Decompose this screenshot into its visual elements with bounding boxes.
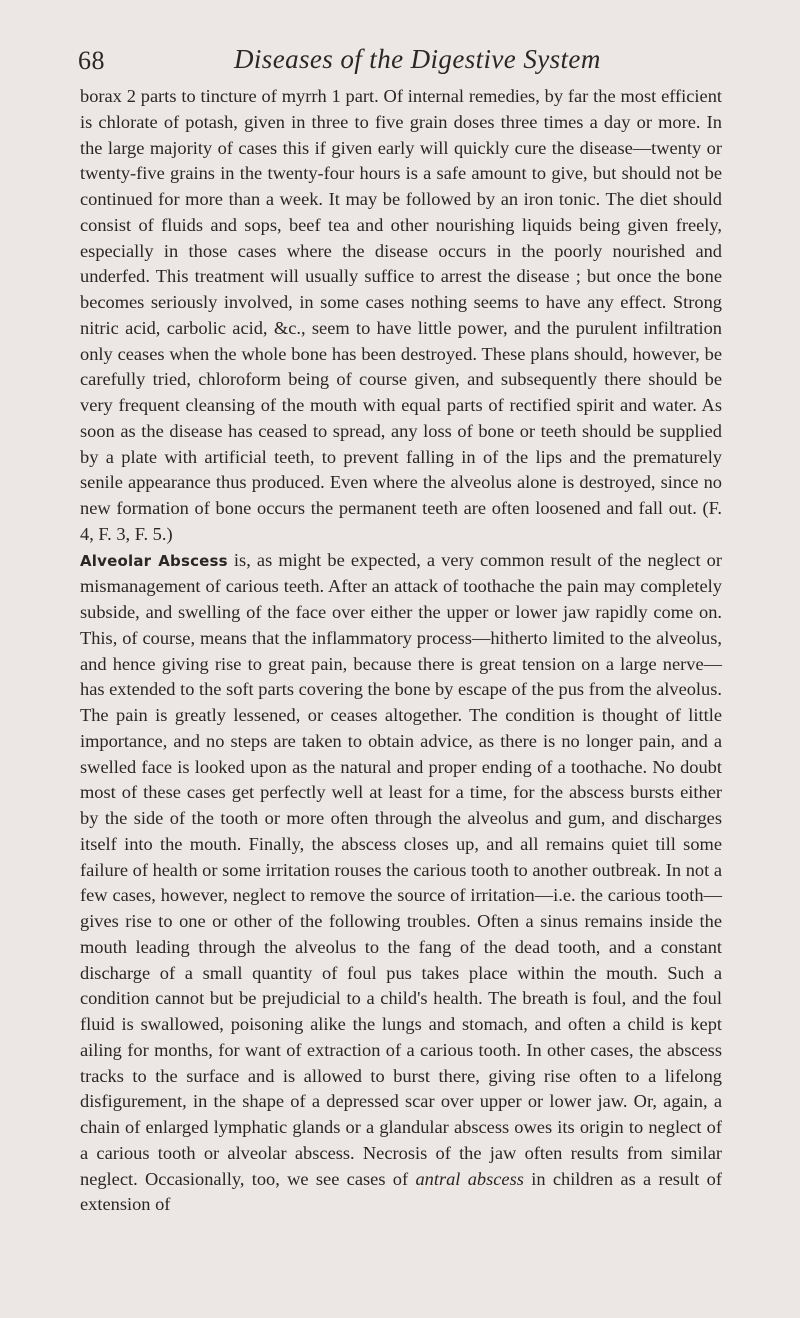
paragraph-stomatitis-treatment: borax 2 parts to tincture of myrrh 1 part. Of internal remedies, by far the most efficient is chlorate of potash, given in three to five grain doses three times a day or more. In the large majority of cases this if given early will quickly cure the disease—twenty or twenty-five grains in the twenty-four hours is a safe amount to give, but should not be continued for more than a week. It may be followed by an iron tonic. The diet should consist of fluids and sops, beef tea and other nourishing liquids being given freely, especially in those cases where the disease occurs in the poorly nourished and underfed. This treatment will usually suffice to arrest the disease ; but once the bone becomes seriously involved, in some cases nothing seems to have any effect. Strong nitric acid, carbolic acid, &c., seem to have little power, and the purulent infiltration only ceases when the whole bone has been destroyed. These plans should, however, be carefully tried, chloroform being of course given, and subsequently there should be very frequent cleansing of the mouth with equal parts of rectified spirit and water. As soon as the disease has ceased to spread, any loss of bone or teeth should be supplied by a plate with artificial teeth, to prevent falling in of the lips and the prematurely senile appearance thus produced. Even where the alveolus alone is destroyed, since no new formation of bone occurs the permanent teeth are often loosened and fall out. (F. 4, F. 3, F. 5.) — [80, 86, 722, 544]
paragraph-text-end: in children as a result of extension of — [80, 1168, 722, 1215]
italic-term: antral abscess — [415, 1168, 524, 1189]
body-text — [80, 84, 722, 1218]
paragraph-text: is, as might be expected, a very common result of the neglect or mismanagement of carious teeth. After an attack of toothache the pain may completely subside, and swelling of the face over either the upper or lower jaw rapidly come on. This, of course, means that the inflammatory process—hitherto limited to the alveolus, and hence giving rise to great pain, because there is great tension on a large nerve—has extended to the soft parts covering the bone by escape of the pus from the alveolus. The pain is greatly lessened, or ceases altogether. The condition is thought of little importance, and no steps are taken to obtain advice, as there is no longer pain, and a swelled face is looked upon as the natural and proper ending of a toothache. No doubt most of these cases get perfectly well at least for a time, for the abscess bursts either by the side of the tooth or more often through the alveolus and gum, and discharges itself into the mouth. Finally, the abscess closes up, and all remains quiet till some failure of health or some irritation rouses the carious tooth to another outbreak. In not a few cases, however, neglect to remove the source of irritation—i.e. the carious tooth—gives rise to one or other of the following troubles. Often a sinus remains inside the mouth leading through the alveolus to the fang of the dead tooth, and a constant discharge of a small quantity of foul pus takes place within the mouth. Such a condition cannot but be prejudicial to a child's health. The breath is foul, and the foul fluid is swallowed, poisoning alike the lungs and stomach, and often a child is kept ailing for months, for want of extraction of a carious tooth. In other cases, the abscess tracks to the surface and is allowed to burst there, giving rise often to a lifelong disfigurement, in the shape of a depressed scar over upper or lower jaw. Or, again, a chain of enlarged lymphatic glands or a glandular abscess owes its origin to neglect of a carious tooth or alveolar abscess. Necrosis of the jaw often results from similar neglect. Occasionally, too, we see cases of — [80, 549, 722, 1189]
section-heading-alveolar-abscess: Alveolar Abscess — [80, 551, 228, 570]
running-head — [78, 44, 718, 84]
page-number: 68 — [78, 46, 105, 75]
running-title: Diseases of the Digestive System — [234, 44, 601, 74]
paragraph-alveolar-abscess — [80, 548, 722, 1219]
